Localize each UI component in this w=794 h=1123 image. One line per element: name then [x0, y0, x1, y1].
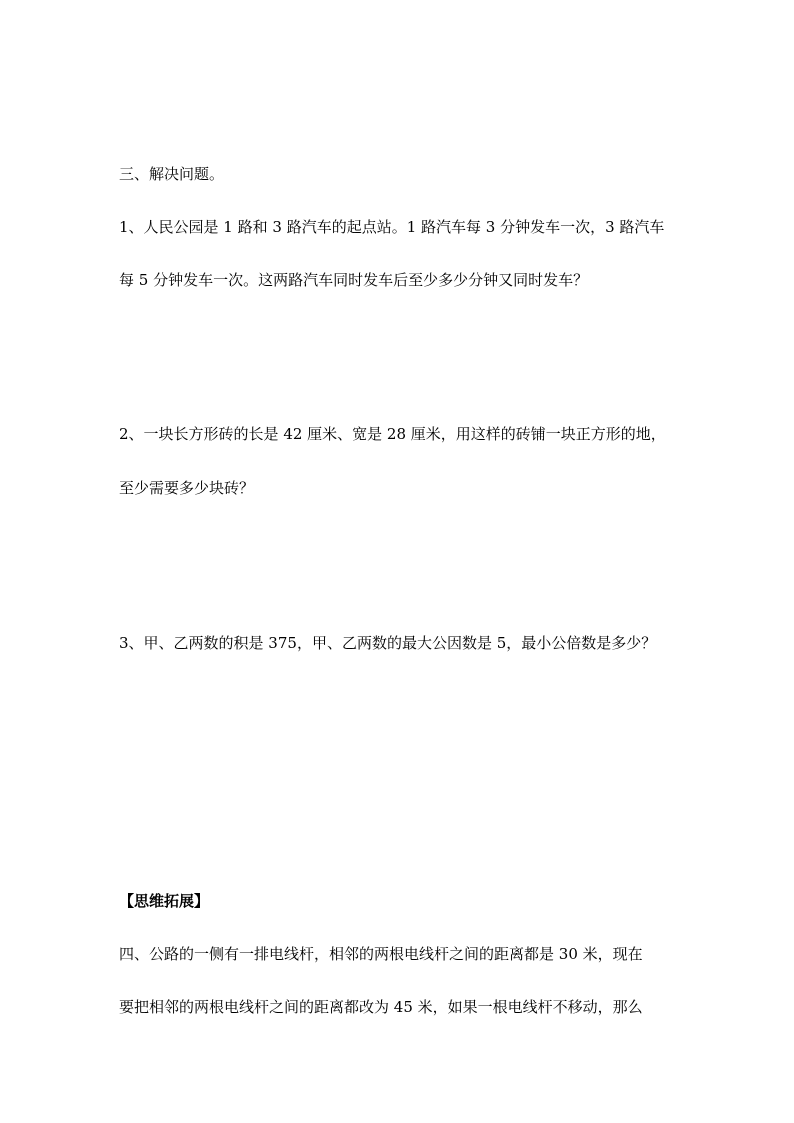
question-4-line-2: 要把相邻的两根电线杆之间的距离都改为 45 米，如果一根电线杆不移动，那么 — [119, 998, 643, 1016]
question-3-line-1: 3、甲、乙两数的积是 375，甲、乙两数的最大公因数是 5，最小公倍数是多少？ — [119, 634, 657, 652]
question-1-line-1: 1、人民公园是 1 路和 3 路汽车的起点站。1 路汽车每 3 分钟发车一次，3 路汽车 — [119, 218, 665, 236]
question-4-line-1: 四、公路的一侧有一排电线杆，相邻的两根电线杆之间的距离都是 30 米，现在 — [119, 945, 643, 963]
section-heading: 三、解决问题。 — [119, 165, 225, 183]
question-2-line-2: 至少需要多少块砖？ — [119, 479, 255, 497]
extension-heading: 【思维拓展】 — [119, 892, 210, 910]
question-2-line-1: 2、一块长方形砖的长是 42 厘米、宽是 28 厘米，用这样的砖铺一块正方形的地， — [119, 425, 666, 443]
question-1-line-2: 每 5 分钟发车一次。这两路汽车同时发车后至少多少分钟又同时发车？ — [119, 271, 589, 289]
